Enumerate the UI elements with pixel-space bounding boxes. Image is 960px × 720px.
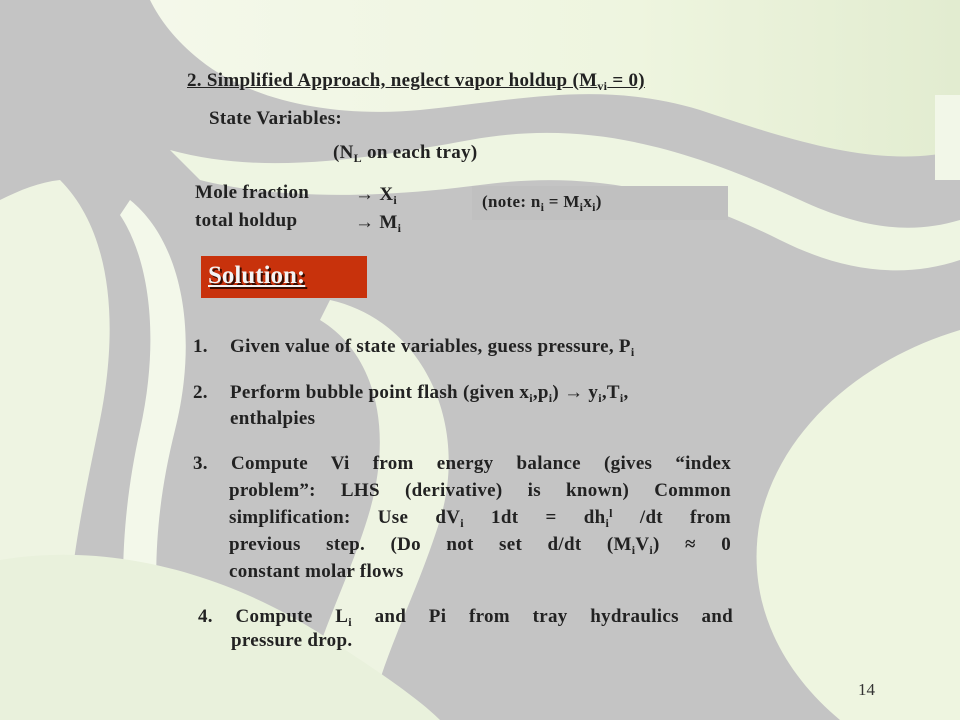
step-3-line-3-sup: l [609,506,613,520]
step-2-c: ) → y [552,382,599,403]
step-3-line-3a: simplification: Use dV [229,507,461,528]
step-1-sub: i [630,345,635,359]
step-3-line-3-sub1: i [460,516,464,530]
step-2-d: ,T [601,382,620,403]
step-2-b: ,p [532,382,549,403]
step-3-line-2: problem”: LHS (derivative) is known) Common [229,480,731,501]
total-holdup-arrow [355,212,401,234]
step-2-a: Perform bubble point flash (given x [230,382,530,403]
total-holdup-label: total holdup [195,210,298,231]
nl-pre: (N [333,142,354,163]
step-3-paragraph [193,450,731,477]
step-2-number: 2. [193,382,208,403]
nl-on-each-tray [333,142,478,164]
arrow2-sub: i [397,221,402,235]
arrow2-text: → M [355,212,398,233]
arrow1-sub: i [393,193,398,207]
step-2-e: , [623,382,629,403]
step-1-text [230,336,634,358]
state-variables-label: State Variables: [209,108,343,129]
step-2-text [230,382,629,404]
note-mid: = M [544,192,580,211]
note-pre: (note: n [482,192,541,211]
heading-sub: vi [597,79,608,93]
step-2-sub1: i [529,391,533,405]
step-3-line-4a: previous step. (Do not set d/dt (M [229,534,632,555]
ribbon-right [757,330,960,720]
step-4-line-1a: 4. Compute L [198,606,349,627]
step-4-line-1-sub: i [348,615,352,629]
note-post: ) [595,192,602,211]
step-2-sub3: i [598,391,602,405]
step-1-number: 1. [193,336,208,357]
note-text [482,192,602,212]
step-3-line-1: 3. Compute Vi from energy balance (gives “index [193,453,731,474]
step-3-line-3 [229,504,731,531]
step-2-sub2: i [548,391,553,405]
heading-text: 2. Simplified Approach, neglect vapor holdup (M [187,70,598,91]
step-3-line-3b: 1dt = dh [463,507,606,528]
step-3-line-4c: ) ≈ 0 [653,534,731,555]
step-3-continuation [229,477,731,585]
ribbon-right-edge [935,95,960,180]
heading-tail: = 0) [607,70,645,91]
step-3-line-4 [229,531,731,558]
step-3-line-4b: V [635,534,650,555]
step-1-body: Given value of state variables, guess pressure, P [230,336,631,357]
slide-heading [187,70,645,92]
step-3-line-4-sub2: i [649,543,654,557]
step-3-line-5: constant molar flows [229,561,404,582]
step-2-line-2: enthalpies [230,408,316,429]
nl-post: on each tray) [361,142,478,163]
mole-fraction-arrow [355,184,397,206]
mole-fraction-label: Mole fraction [195,182,310,203]
step-3-line-3-sub2: i [605,516,610,530]
step-3-line-3c: /dt from [612,507,732,528]
note-sub3: i [592,200,596,214]
note-sub1: i [540,200,545,214]
step-4-line-1b: and Pi from tray hydraulics and [351,606,733,627]
note-sub2: i [579,200,584,214]
note-x: x [583,192,593,211]
page-number: 14 [858,680,875,699]
arrow1-text: → X [355,184,394,205]
step-4-line-2: pressure drop. [231,630,353,651]
nl-sub: L [353,151,362,165]
step-2-sub4: i [619,391,624,405]
solution-label: Solution: [208,262,306,289]
step-4-paragraph [198,603,733,630]
step-4-line-1 [198,603,733,630]
step-3-line-4-sub1: i [631,543,636,557]
